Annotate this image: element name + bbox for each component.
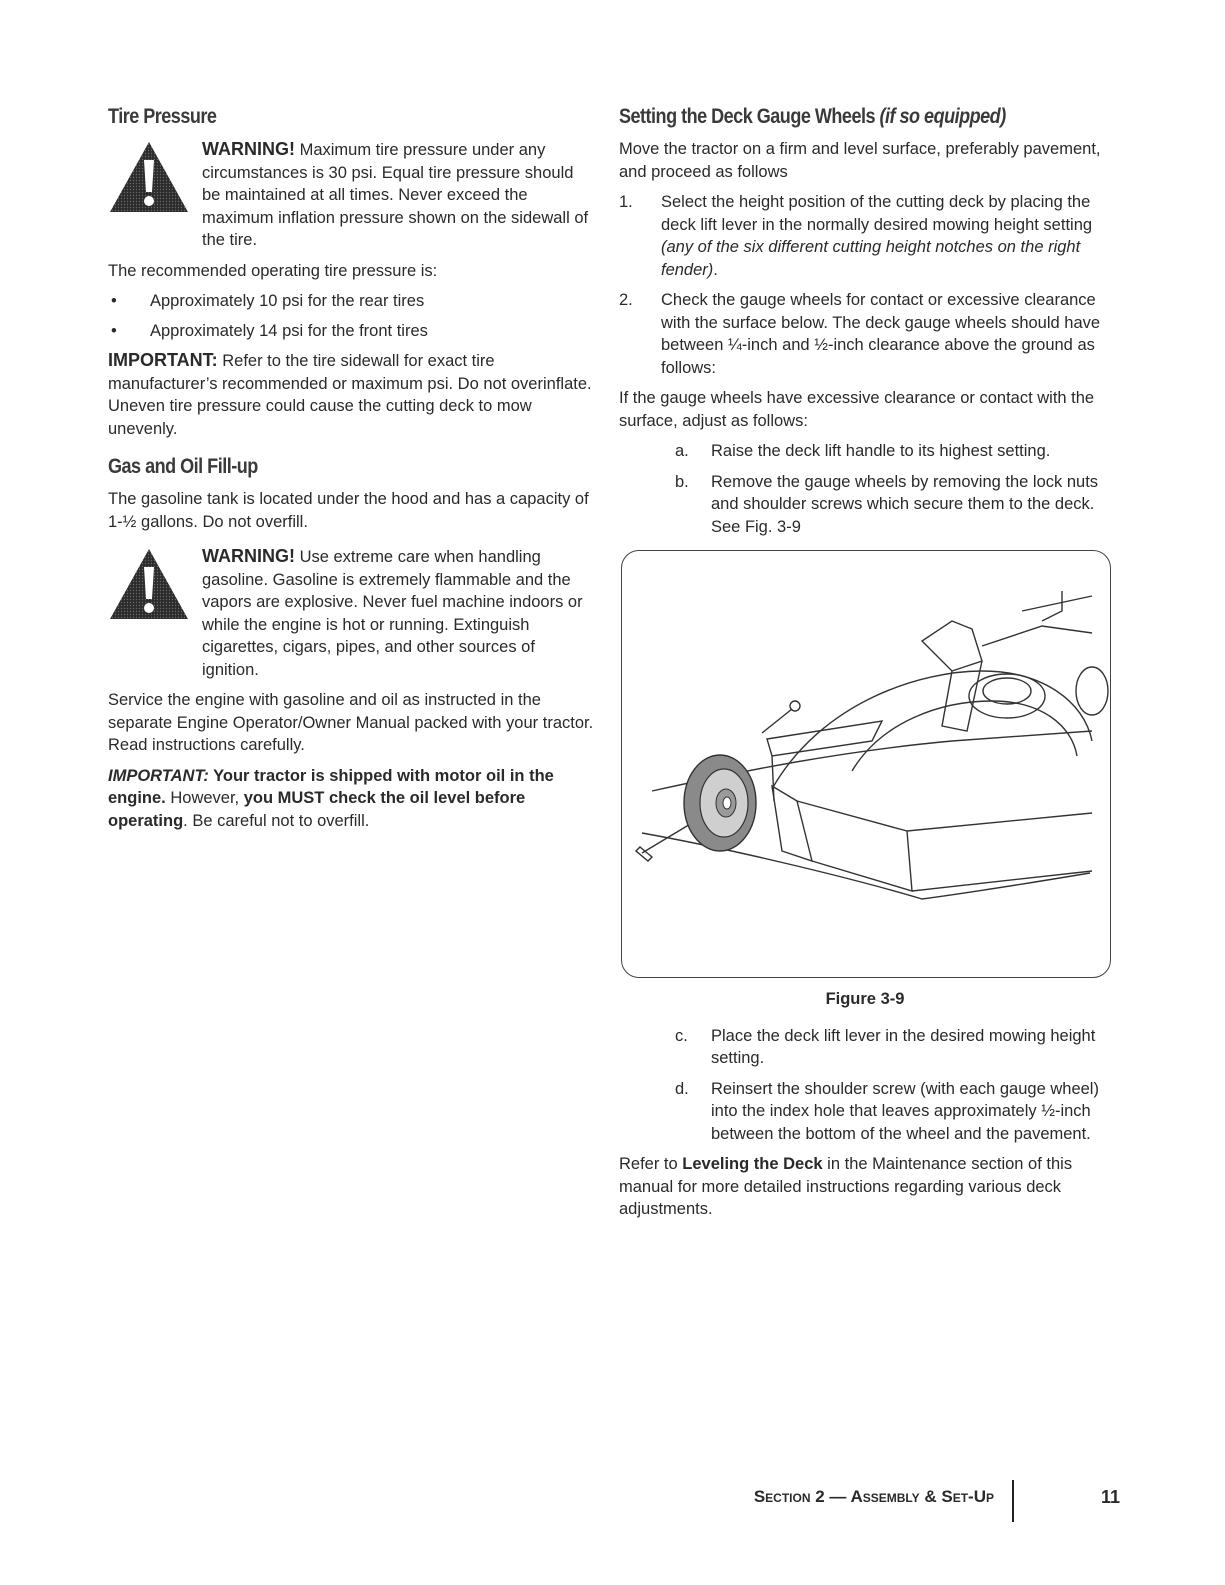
tire-pressure-intro: The recommended operating tire pressure is: (108, 261, 438, 280)
deck-refer: Refer to Leveling the Deck in the Maintenance section of this manual for more detailed instructions regarding various deck adjustments. (619, 1155, 1073, 1218)
deck-substeps-ab (619, 440, 1111, 538)
important-keyword: IMPORTANT: (108, 350, 218, 370)
warning-text: Maximum tire pressure under any circumstances is 30 psi. Equal tire pressure should be maintained at all times. Never exceed the maximum inflation pressure shown on the sidewall of the tire. (202, 141, 589, 249)
gas-warning (108, 545, 596, 681)
list-item: b. Remove the gauge wheels by removing the lock nuts and shoulder screws which secure them to the deck. See Fig. 3-9 (675, 472, 1099, 536)
footer-section-title: Section 2 — Assembly & Set-Up (753, 1487, 994, 1506)
warning-triangle-icon (108, 547, 202, 628)
gas-intro: The gasoline tank is located under the hood and has a capacity of 1-½ gallons. Do not overfill. (108, 490, 589, 531)
tire-pressure-important: IMPORTANT: Refer to the tire sidewall for exact tire manufacturer’s recommended or maximum psi. Do not overinflate. Uneven tire pressure could cause the cutting deck to mow unevenly. (108, 350, 592, 438)
list-item: 2. Check the gauge wheels for contact or excessive clearance with the surface below. The deck gauge wheels should have between ¼-inch and ½-inch clearance above the ground as follows: (619, 291, 1101, 377)
figure-deck-gauge-wheel (621, 550, 1111, 978)
gas-service: Service the engine with gasoline and oil as instructed in the separate Engine Operator/Owner Manual packed with your tractor. Read instructions carefully. (108, 691, 594, 754)
heading-tire-pressure: Tire Pressure (108, 105, 217, 128)
deck-substeps-cd (619, 1025, 1111, 1146)
footer-divider (1012, 1480, 1014, 1522)
warning-keyword: WARNING! (202, 139, 295, 159)
list-item: d. Reinsert the shoulder screw (with each gauge wheel) into the index hole that leaves approximately ½-inch between the bottom of the wheel and the pavement. (675, 1079, 1099, 1143)
figure-caption: Figure 3-9 (825, 990, 905, 1008)
list-item: c. Place the deck lift lever in the desired mowing height setting. (675, 1026, 1096, 1067)
gauge-wheel-icon (684, 755, 756, 851)
page-number: 11 (1100, 1487, 1120, 1507)
list-item: • Approximately 10 psi for the rear tires (111, 292, 425, 310)
tire-pressure-warning (108, 138, 596, 252)
left-column (108, 104, 596, 840)
deck-adjust-intro: If the gauge wheels have excessive clearance or contact with the surface, adjust as follows: (619, 389, 1095, 430)
deck-gauge-wheel-illustration (622, 551, 1110, 977)
tire-pressure-list (108, 290, 596, 342)
right-column (619, 104, 1111, 1229)
warning-triangle-icon (108, 140, 202, 221)
list-item: • Approximately 14 psi for the front tires (111, 321, 428, 340)
deck-intro: Move the tractor on a firm and level surface, preferably pavement, and proceed as follows (619, 140, 1101, 181)
list-item: a. Raise the deck lift handle to its highest setting. (675, 442, 1051, 460)
heading-deck-gauge: Setting the Deck Gauge Wheels (if so equipped) (619, 105, 1006, 128)
heading-gas-oil: Gas and Oil Fill-up (108, 455, 258, 478)
warning-text: Use extreme care when handling gasoline. Gasoline is extremely flammable and the vapors are explosive. Never fuel machine indoors or while the engine is hot or running. Extinguish cigarettes, cigars, pipes, and other sources of ignition. (202, 548, 583, 679)
page-footer (700, 1478, 1120, 1522)
list-item: 1. Select the height position of the cutting deck by placing the deck lift lever in the normally desired mowing height setting (any of the six different cutting height notches on the right fender). (619, 193, 1093, 279)
warning-keyword: WARNING! (202, 546, 295, 566)
deck-steps (619, 191, 1111, 379)
gas-important: IMPORTANT: Your tractor is shipped with motor oil in the engine. However, you MUST check the oil level before operating. Be careful not to overfill. (108, 766, 554, 830)
